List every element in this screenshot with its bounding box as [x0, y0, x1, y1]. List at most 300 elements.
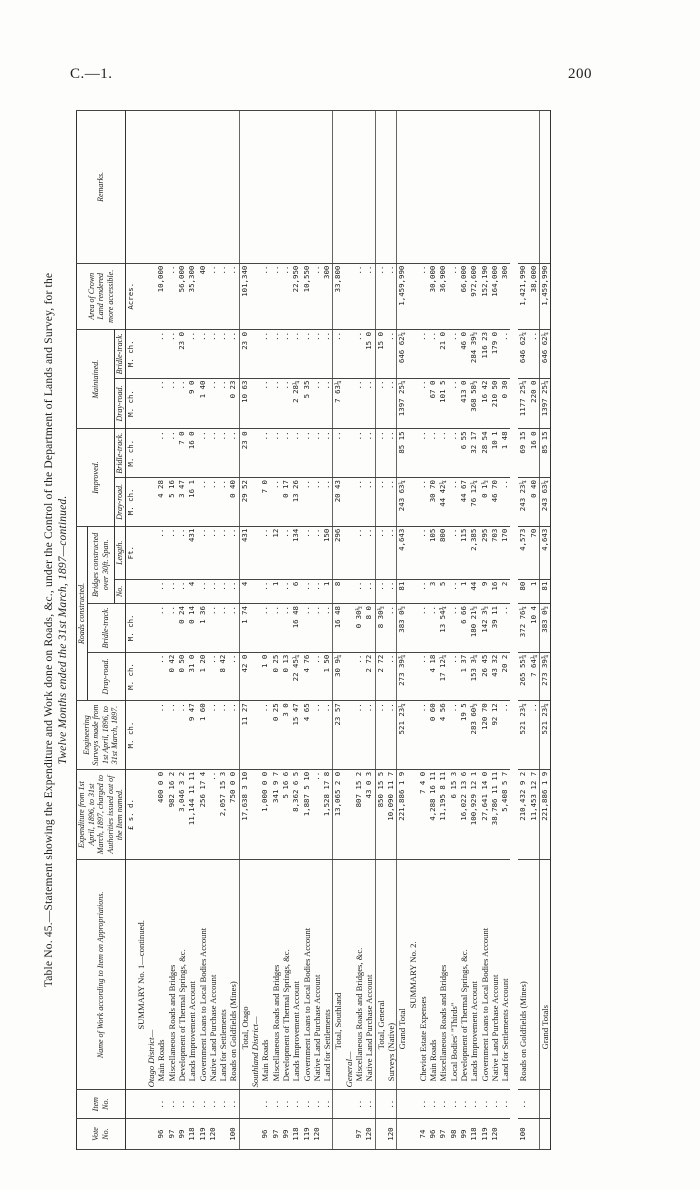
remarks-cell — [490, 111, 500, 264]
vote-no-cell: 120 — [490, 1119, 500, 1150]
value-cell-mdray: 5 35 — [302, 378, 312, 429]
remarks-cell — [354, 111, 364, 264]
value-cell-len: .. — [208, 526, 218, 579]
work-name-cell: Land for Settlements — [322, 860, 333, 1090]
value-cell-no: 8 — [333, 579, 344, 603]
value-cell-eng: 120 70 — [480, 701, 490, 770]
remarks-cell — [469, 111, 479, 264]
value-cell-bridle: .. — [312, 604, 322, 653]
col-name-of-work: Name of Work according to Item on Appropriations. — [77, 860, 126, 1090]
value-cell-bridle: 16 48 — [333, 604, 344, 653]
value-cell-exp: .. — [208, 769, 218, 860]
remarks-cell — [156, 111, 166, 264]
value-cell-eng: .. — [500, 701, 510, 770]
value-cell-len: .. — [218, 526, 228, 579]
value-cell-eng: 3 0 — [281, 701, 291, 770]
value-cell-dray: 1 37 — [459, 652, 469, 701]
value-cell-mdray: .. — [386, 378, 397, 429]
value-cell-mbridle: .. — [271, 329, 281, 378]
value-cell-dray: 8 42 — [218, 652, 228, 701]
value-cell-idray: 243 63¼ — [397, 478, 408, 527]
unit-main-bridle: M. ch. — [125, 329, 136, 378]
work-name-cell: Main Roads — [260, 860, 270, 1090]
value-cell-exp: 400 0 0 — [156, 769, 166, 860]
value-cell-mdray: 1397 25¼ — [540, 378, 551, 429]
value-cell-mbridle: 23 0 — [239, 329, 250, 378]
table-row — [428, 111, 438, 1150]
value-cell-exp: 10,090 11 7 — [386, 769, 397, 860]
value-cell-eng: .. — [208, 701, 218, 770]
value-cell-area: 300 — [500, 263, 510, 329]
value-cell-area: 56,000 — [177, 263, 187, 329]
table-row — [208, 111, 218, 1150]
item-no-cell: .. — [291, 1090, 301, 1119]
value-cell-no: .. — [167, 579, 177, 603]
value-cell-area: 40 — [198, 263, 208, 329]
value-cell-exp: 256 17 4 — [198, 769, 208, 860]
value-cell-bridle: 372 76¼ — [518, 604, 528, 653]
remarks-cell — [198, 111, 208, 264]
value-cell-mdray: 210 50 — [490, 378, 500, 429]
table-row-total — [540, 111, 551, 1150]
table-row — [322, 111, 333, 1150]
remarks-cell — [228, 111, 239, 264]
value-cell-idray: 243 63¼ — [540, 478, 551, 527]
col-improved-dray: Dray-road. — [115, 478, 126, 527]
value-cell-ibridle: 7 0 — [177, 429, 187, 478]
value-cell-ibridle: .. — [167, 429, 177, 478]
document-section-label: C.—1. — [70, 66, 113, 82]
value-cell-no: .. — [281, 579, 291, 603]
col-engineering-surveys: Engineering Surveys made from 1st April, 1896, to 31st March, 1897. — [77, 701, 126, 770]
table-row — [459, 111, 469, 1150]
value-cell-area: .. — [354, 263, 364, 329]
work-name-cell: Lands Improvement Account — [291, 860, 301, 1090]
remarks-cell — [518, 111, 528, 264]
value-cell-mbridle: .. — [281, 329, 291, 378]
value-cell-mdray: 368 58½ — [469, 378, 479, 429]
value-cell-idray: .. — [198, 478, 208, 527]
value-cell-eng: .. — [449, 701, 459, 770]
item-no-cell: .. — [167, 1090, 177, 1119]
work-name-cell: Development of Thermal Springs, &c. — [177, 860, 187, 1090]
value-cell-dray: .. — [418, 652, 428, 701]
work-name-cell: Native Land Purchase Account — [490, 860, 500, 1090]
value-cell-area: .. — [281, 263, 291, 329]
value-cell-exp: 1,887 5 10 — [302, 769, 312, 860]
summary-heading: SUMMARY No. 2. — [408, 860, 418, 1090]
value-cell-exp: 5,408 5 7 — [500, 769, 510, 860]
value-cell-mdray: 220 0 — [529, 378, 540, 429]
col-group-improved: Improved. — [77, 429, 115, 526]
remarks-cell — [322, 111, 333, 264]
value-cell-len: 12 — [271, 526, 281, 579]
value-cell-len: 115 — [459, 526, 469, 579]
value-cell-len: .. — [386, 526, 397, 579]
value-cell-area: 66,000 — [459, 263, 469, 329]
value-cell-eng: 9 47 — [187, 701, 197, 770]
vote-no-cell: 118 — [291, 1119, 301, 1150]
value-cell-ibridle: .. — [271, 429, 281, 478]
work-name-cell: Government Loans to Local Bodies Account — [480, 860, 490, 1090]
value-cell-bridle: .. — [322, 604, 333, 653]
value-cell-mbridle: .. — [167, 329, 177, 378]
item-no-cell — [397, 1090, 408, 1119]
value-cell-len: 70 — [529, 526, 540, 579]
vote-no-cell: 99 — [459, 1119, 469, 1150]
value-cell-idray: .. — [386, 478, 397, 527]
value-cell-ibridle: .. — [449, 429, 459, 478]
value-cell-area: 10,000 — [156, 263, 166, 329]
value-cell-mbridle: .. — [418, 329, 428, 378]
value-cell-dray: .. — [208, 652, 218, 701]
value-cell-len: 105 — [428, 526, 438, 579]
value-cell-mbridle: .. — [208, 329, 218, 378]
value-cell-mdray: .. — [260, 378, 270, 429]
value-cell-ibridle: 85 15 — [540, 429, 551, 478]
value-cell-idray: .. — [218, 478, 228, 527]
work-name-cell: Grand Total — [397, 860, 408, 1090]
remarks-cell — [364, 111, 375, 264]
table-row — [218, 111, 228, 1150]
value-cell-len: 295 — [480, 526, 490, 579]
work-name-cell: Development of Thermal Springs, &c. — [281, 860, 291, 1090]
value-cell-idray: .. — [375, 478, 386, 527]
value-cell-exp: 750 0 0 — [228, 769, 239, 860]
value-cell-idray: .. — [312, 478, 322, 527]
value-cell-bridle: .. — [260, 604, 270, 653]
item-no-cell: .. — [271, 1090, 281, 1119]
value-cell-dray: 0 42 — [167, 652, 177, 701]
work-name-cell: Grand Totals — [540, 860, 551, 1090]
value-cell-ibridle: 23 0 — [239, 429, 250, 478]
work-name-cell: Government Loans to Local Bodies Account — [198, 860, 208, 1090]
vote-no-cell: 118 — [187, 1119, 197, 1150]
value-cell-area: 10,550 — [302, 263, 312, 329]
value-cell-len: .. — [260, 526, 270, 579]
table-row-subheading — [250, 111, 260, 1150]
value-cell-idray: 16 1 — [187, 478, 197, 527]
value-cell-area: 101,340 — [239, 263, 250, 329]
table-row-heading — [136, 111, 146, 1150]
work-name-cell: Main Roads — [156, 860, 166, 1090]
value-cell-bridle: 6 66 — [459, 604, 469, 653]
value-cell-bridle: 383 0½ — [540, 604, 551, 653]
value-cell-mdray: 1397 25¼ — [397, 378, 408, 429]
value-cell-no: .. — [208, 579, 218, 603]
vote-no-cell — [239, 1119, 250, 1150]
unit-eng: M. ch. — [125, 701, 136, 770]
value-cell-dray: 0 13 — [281, 652, 291, 701]
remarks-cell — [529, 111, 540, 264]
work-name-cell: Main Roads — [428, 860, 438, 1090]
table-row — [228, 111, 239, 1150]
value-cell-mdray: 10 63 — [239, 378, 250, 429]
table-row-spacer — [510, 111, 518, 1150]
value-cell-mdray: .. — [418, 378, 428, 429]
value-cell-no: 81 — [540, 579, 551, 603]
value-cell-exp: 341 9 7 — [271, 769, 281, 860]
value-cell-len: .. — [228, 526, 239, 579]
value-cell-no: .. — [177, 579, 187, 603]
vote-no-cell: 119 — [198, 1119, 208, 1150]
value-cell-exp: 3,046 3 2 — [177, 769, 187, 860]
value-cell-exp: 982 16 2 — [167, 769, 177, 860]
value-cell-bridle: .. — [302, 604, 312, 653]
item-no-cell: .. — [469, 1090, 479, 1119]
district-heading: Southland District— — [250, 860, 260, 1090]
value-cell-bridle: 8 0 — [364, 604, 375, 653]
work-name-cell: Development of Thermal Springs, &c. — [459, 860, 469, 1090]
value-cell-exp: 100,929 12 1 — [469, 769, 479, 860]
value-cell-eng: .. — [312, 701, 322, 770]
vote-no-cell — [333, 1119, 344, 1150]
value-cell-area: 1,459,990 — [397, 263, 408, 329]
vote-no-cell: 74 — [418, 1119, 428, 1150]
value-cell-no: 9 — [480, 579, 490, 603]
value-cell-area: .. — [364, 263, 375, 329]
col-group-bridges: Bridges constructed over 30ft. Span. — [87, 526, 115, 603]
item-no-cell: .. — [228, 1090, 239, 1119]
value-cell-eng: 4 65 — [302, 701, 312, 770]
remarks-cell — [208, 111, 218, 264]
value-cell-mdray: 7 63¼ — [333, 378, 344, 429]
value-cell-ibridle: 6 55 — [459, 429, 469, 478]
value-cell-ibridle: .. — [333, 429, 344, 478]
value-cell-len: .. — [364, 526, 375, 579]
units-row — [125, 111, 136, 1150]
value-cell-dray: 31 0 — [187, 652, 197, 701]
value-cell-len: 2,385 — [469, 526, 479, 579]
value-cell-exp: 43 0 3 — [364, 769, 375, 860]
col-maintained-bridle: Bridle-track. — [115, 329, 126, 378]
vote-no-cell: 100 — [518, 1119, 528, 1150]
value-cell-mbridle: 284 39½ — [469, 329, 479, 378]
value-cell-ibridle: .. — [198, 429, 208, 478]
table-row — [260, 111, 270, 1150]
value-cell-no: 2 — [500, 579, 510, 603]
value-cell-area: 35,300 — [187, 263, 197, 329]
unit-bridle: M. ch. — [125, 604, 136, 653]
value-cell-area: 30,000 — [428, 263, 438, 329]
vote-no-cell: 96 — [428, 1119, 438, 1150]
value-cell-len: 296 — [333, 526, 344, 579]
value-cell-mdray: .. — [375, 378, 386, 429]
value-cell-bridle: .. — [156, 604, 166, 653]
value-cell-bridle: .. — [281, 604, 291, 653]
table-row-total — [375, 111, 386, 1150]
value-cell-bridle: 383 0½ — [397, 604, 408, 653]
value-cell-exp: 11,144 11 11 — [187, 769, 197, 860]
vote-no-cell: 119 — [302, 1119, 312, 1150]
value-cell-area: 38,000 — [529, 263, 540, 329]
value-cell-mbridle: .. — [228, 329, 239, 378]
value-cell-bridle: .. — [500, 604, 510, 653]
vote-no-cell: 120 — [208, 1119, 218, 1150]
value-cell-len: .. — [302, 526, 312, 579]
value-cell-len: 431 — [239, 526, 250, 579]
item-no-cell: .. — [312, 1090, 322, 1119]
work-name-cell: Roads on Goldfields (Mines) — [228, 860, 239, 1090]
item-no-cell: .. — [418, 1090, 428, 1119]
item-no-cell — [375, 1090, 386, 1119]
value-cell-ibridle: .. — [281, 429, 291, 478]
value-cell-no: .. — [386, 579, 397, 603]
value-cell-mbridle: 15 0 — [375, 329, 386, 378]
value-cell-no: .. — [156, 579, 166, 603]
summary-heading: SUMMARY No. 1—continued. — [136, 860, 146, 1090]
value-cell-area: 1,421,990 — [518, 263, 528, 329]
value-cell-no: .. — [354, 579, 364, 603]
remarks-cell — [449, 111, 459, 264]
vote-no-cell: 96 — [156, 1119, 166, 1150]
value-cell-len: 134 — [291, 526, 301, 579]
value-cell-eng: .. — [218, 701, 228, 770]
value-cell-exp: 16,022 13 6 — [459, 769, 469, 860]
item-no-cell: .. — [490, 1090, 500, 1119]
value-cell-no: .. — [449, 579, 459, 603]
value-cell-exp: 38,786 11 11 — [490, 769, 500, 860]
unit-exp: £ s. d. — [125, 769, 136, 860]
value-cell-area: .. — [312, 263, 322, 329]
value-cell-mbridle: .. — [529, 329, 540, 378]
value-cell-ibridle: .. — [375, 429, 386, 478]
value-cell-eng: 1 60 — [198, 701, 208, 770]
table-title-line-1: Table No. 45.—Statement showing the Expenditure and Work done on Roads, &c., under the Control of the Department of Lands and Survey, for the — [43, 272, 55, 988]
value-cell-dray: 1 20 — [198, 652, 208, 701]
value-cell-eng: 283 60½ — [469, 701, 479, 770]
remarks-cell — [333, 111, 344, 264]
value-cell-idray: 0 40 — [529, 478, 540, 527]
value-cell-mbridle: 646 62¼ — [518, 329, 528, 378]
rotated-table-page — [42, 110, 678, 1150]
value-cell-exp: 2,057 15 3 — [218, 769, 228, 860]
value-cell-dray: 0 50 — [177, 652, 187, 701]
table-row — [187, 111, 197, 1150]
value-cell-idray: .. — [449, 478, 459, 527]
value-cell-len: .. — [281, 526, 291, 579]
table-row-subheading — [344, 111, 354, 1150]
vote-no-cell: 98 — [449, 1119, 459, 1150]
value-cell-no: .. — [218, 579, 228, 603]
value-cell-area: .. — [271, 263, 281, 329]
value-cell-len: .. — [375, 526, 386, 579]
value-cell-idray: 44 42¼ — [438, 478, 448, 527]
work-name-cell: Lands Improvement Account — [469, 860, 479, 1090]
value-cell-idray: .. — [271, 478, 281, 527]
value-cell-idray: 0 17 — [281, 478, 291, 527]
value-cell-len: 4,573 — [518, 526, 528, 579]
value-cell-area: 152,190 — [480, 263, 490, 329]
table-row — [271, 111, 281, 1150]
col-improved-bridle: Bridle-track. — [115, 429, 126, 478]
value-cell-eng: .. — [354, 701, 364, 770]
value-cell-eng: .. — [386, 701, 397, 770]
value-cell-idray: 20 43 — [333, 478, 344, 527]
value-cell-no: 1 — [322, 579, 333, 603]
col-bridle-track: Bridle-track. — [87, 604, 125, 653]
value-cell-mbridle: 179 0 — [490, 329, 500, 378]
value-cell-len: 4,643 — [540, 526, 551, 579]
value-cell-bridle: 0 14 — [187, 604, 197, 653]
value-cell-area: 164,000 — [490, 263, 500, 329]
remarks-cell — [187, 111, 197, 264]
vote-no-cell — [540, 1119, 551, 1150]
value-cell-mdray: 1177 25¼ — [518, 378, 528, 429]
value-cell-mdray: 0 30 — [500, 378, 510, 429]
value-cell-exp: 13,065 2 0 — [333, 769, 344, 860]
table-row — [529, 111, 540, 1150]
item-no-cell: .. — [438, 1090, 448, 1119]
value-cell-dray: .. — [312, 652, 322, 701]
value-cell-dray: .. — [354, 652, 364, 701]
value-cell-dray: 30 9¼ — [333, 652, 344, 701]
value-cell-mbridle: 646 62¼ — [397, 329, 408, 378]
value-cell-area: .. — [260, 263, 270, 329]
col-area: Area of Crown Land rendered more accessible. — [77, 263, 126, 329]
value-cell-area: .. — [228, 263, 239, 329]
remarks-cell — [218, 111, 228, 264]
value-cell-idray: 4 28 — [156, 478, 166, 527]
value-cell-mdray: .. — [177, 378, 187, 429]
work-name-cell: Total, Otago — [239, 860, 250, 1090]
value-cell-eng: 11 27 — [239, 701, 250, 770]
value-cell-exp: 210,432 9 2 — [518, 769, 528, 860]
value-cell-no: 5 — [438, 579, 448, 603]
value-cell-bridle: 142 3½ — [480, 604, 490, 653]
value-cell-mbridle: .. — [354, 329, 364, 378]
vote-no-cell: 97 — [438, 1119, 448, 1150]
table-row — [386, 111, 397, 1150]
value-cell-len: .. — [156, 526, 166, 579]
value-cell-area: .. — [418, 263, 428, 329]
value-cell-idray: .. — [418, 478, 428, 527]
value-cell-dray: 4 18 — [428, 652, 438, 701]
item-no-cell — [333, 1090, 344, 1119]
remarks-cell — [291, 111, 301, 264]
value-cell-no: 4 — [187, 579, 197, 603]
value-cell-dray: 273 39¾ — [540, 652, 551, 701]
unit-imp-bridle: M. ch. — [125, 429, 136, 478]
table-row-subheading — [146, 111, 156, 1150]
value-cell-eng: .. — [167, 701, 177, 770]
col-bridges-no: No. — [115, 579, 126, 603]
col-item-no: Item No. — [77, 1090, 126, 1119]
value-cell-mdray: 16 42 — [480, 378, 490, 429]
value-cell-dray: 7 64¼ — [529, 652, 540, 701]
value-cell-no: .. — [364, 579, 375, 603]
value-cell-area: 1,459,990 — [540, 263, 551, 329]
value-cell-ibridle: .. — [322, 429, 333, 478]
vote-no-cell: 99 — [281, 1119, 291, 1150]
value-cell-mbridle: 21 0 — [438, 329, 448, 378]
vote-no-cell — [218, 1119, 228, 1150]
remarks-cell — [302, 111, 312, 264]
value-cell-dray: 17 12¼ — [438, 652, 448, 701]
value-cell-mdray: .. — [208, 378, 218, 429]
value-cell-mbridle: .. — [198, 329, 208, 378]
work-name-cell: Miscellaneous Roads and Bridges — [167, 860, 177, 1090]
value-cell-mbridle: .. — [187, 329, 197, 378]
value-cell-bridle: .. — [428, 604, 438, 653]
remarks-cell — [418, 111, 428, 264]
value-cell-dray: 153 3¼ — [469, 652, 479, 701]
value-cell-mdray: .. — [312, 378, 322, 429]
value-cell-idray: .. — [208, 478, 218, 527]
value-cell-exp: 5 16 6 — [281, 769, 291, 860]
value-cell-bridle: .. — [208, 604, 218, 653]
value-cell-mbridle: .. — [312, 329, 322, 378]
